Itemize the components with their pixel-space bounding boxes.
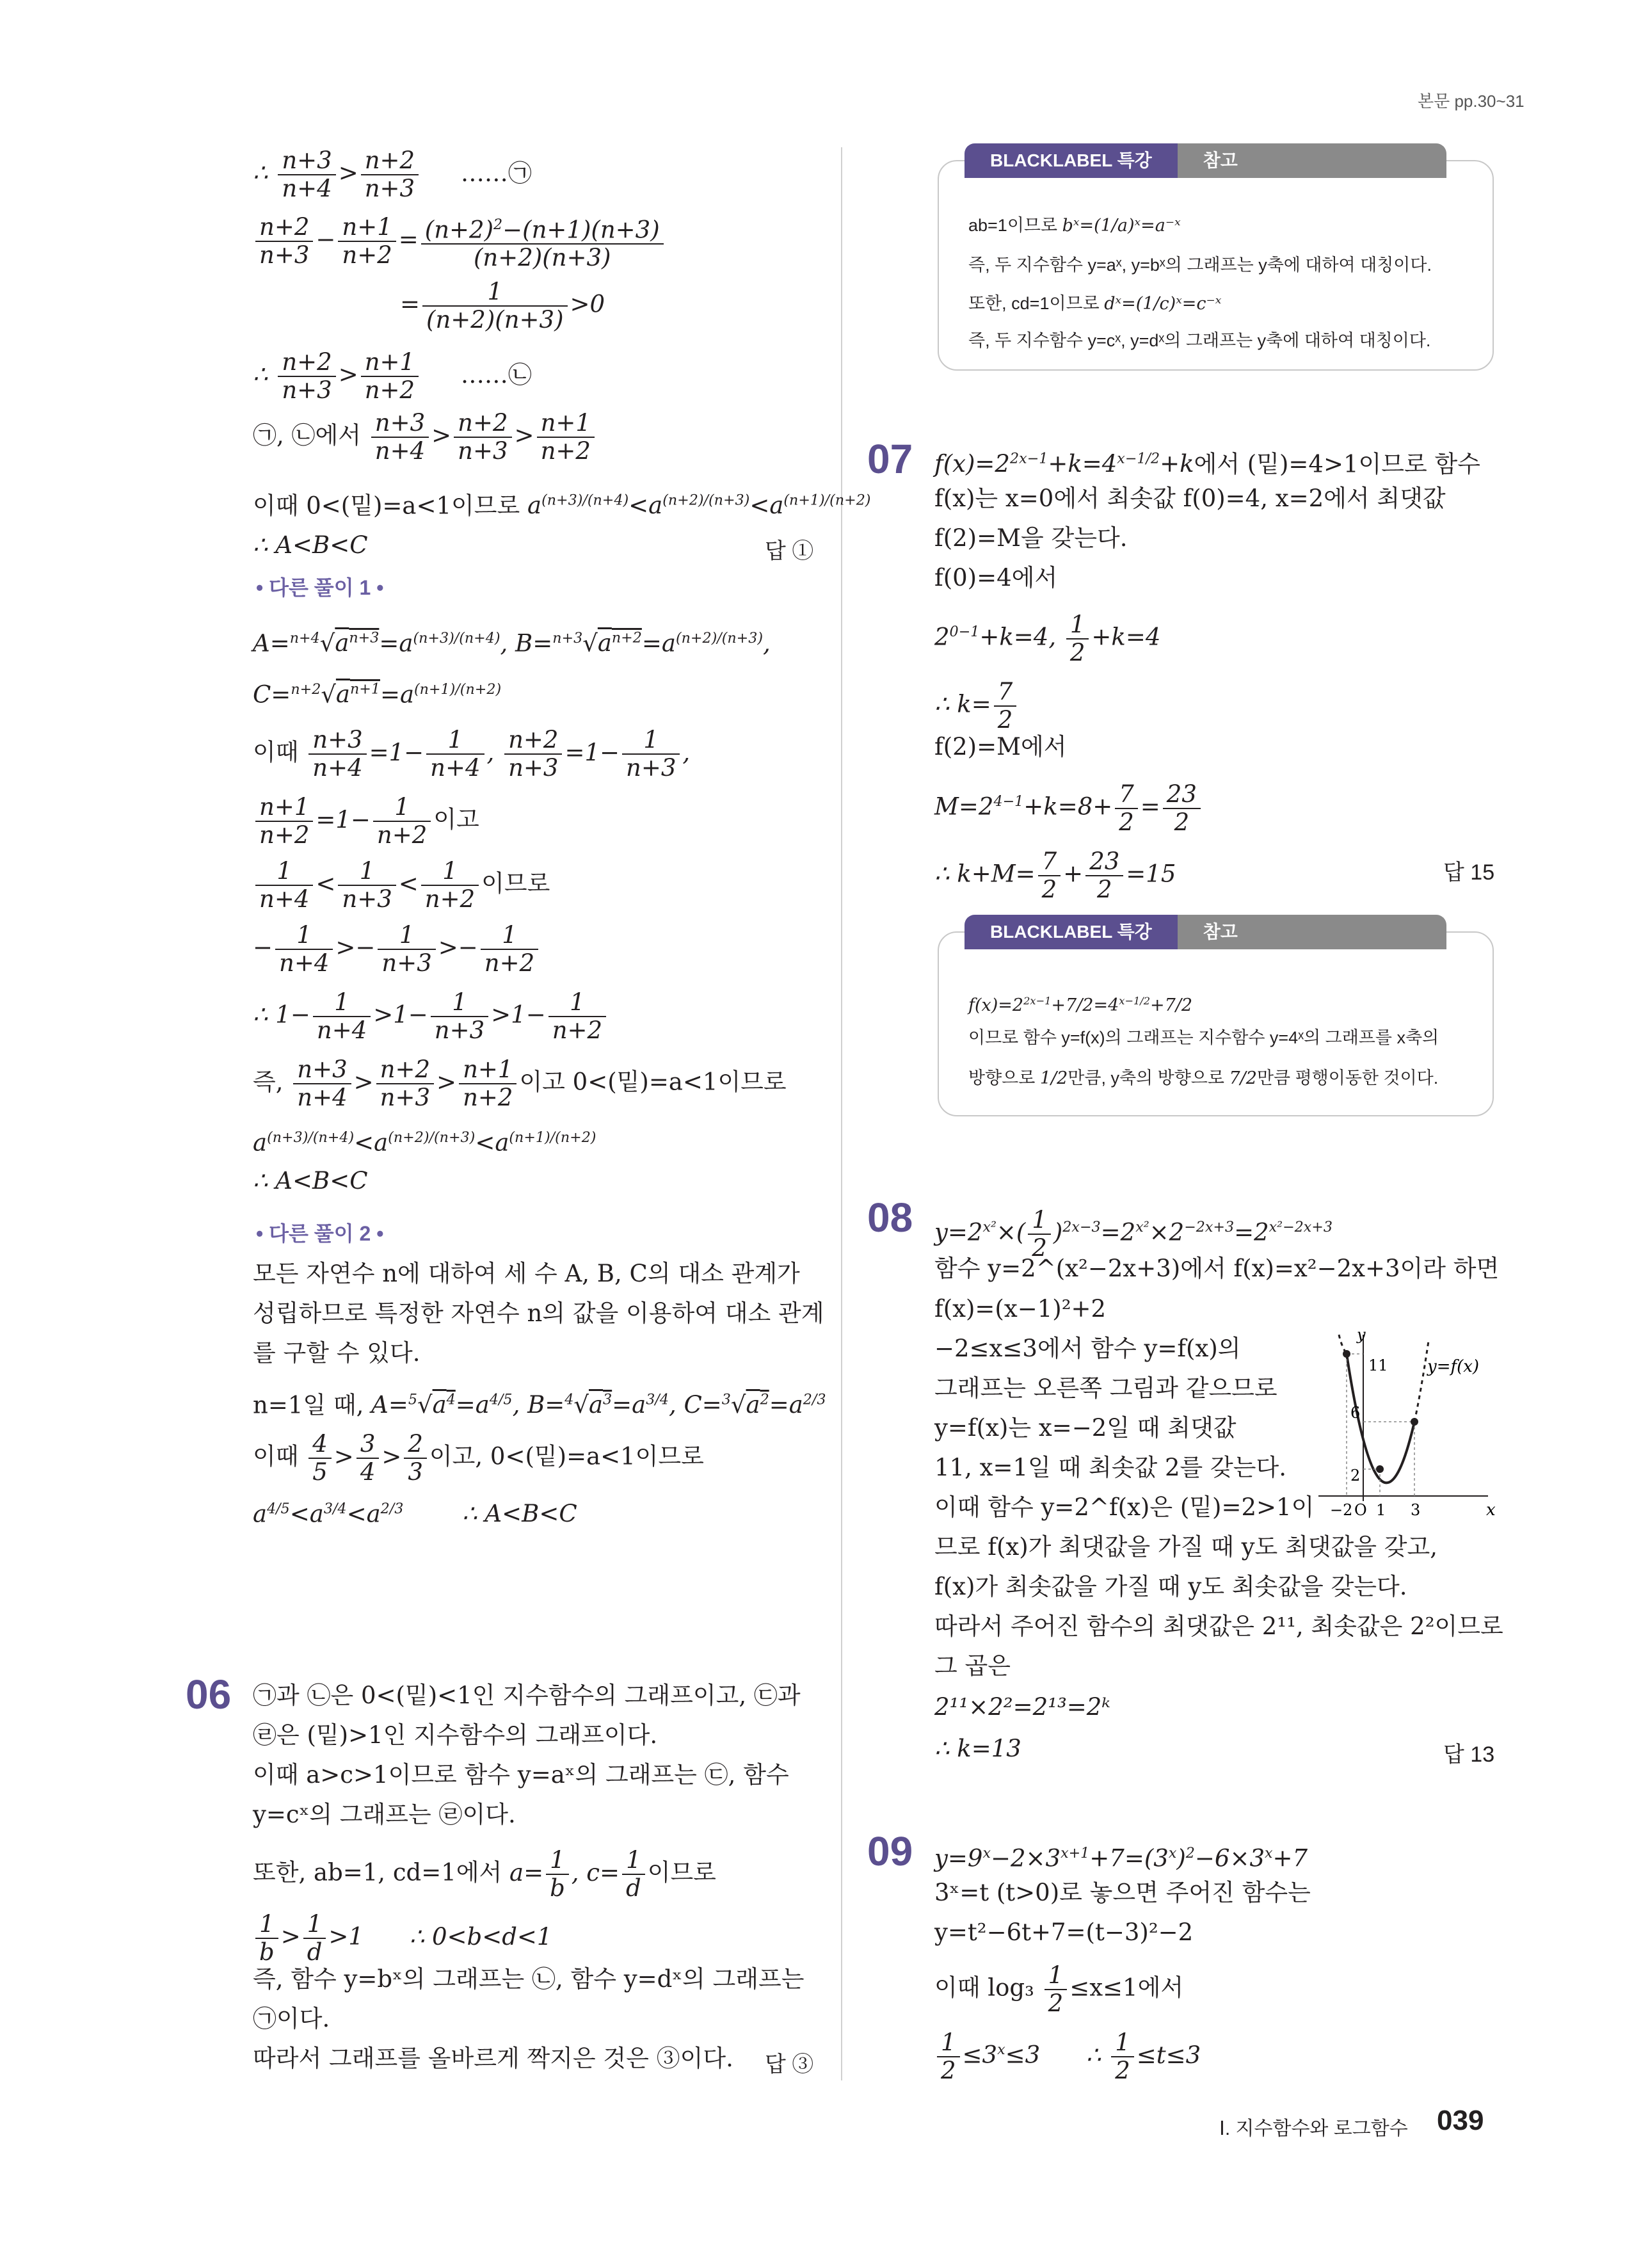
q07-line-5: $2^{0-1}+k=4$, $\frac{1}{2}$ +k=4 (934, 611, 1161, 666)
footer-section: Ⅰ. 지수함수와 로그함수 (1219, 2118, 1408, 2139)
blacklabel-box-2 (938, 922, 1494, 1116)
q08-line-11: 따라서 주어진 함수의 최댓값은 2¹¹, 최솟값은 2²이므로 (934, 1613, 1503, 1640)
q08-line-4: −2≤x≤3에서 함수 y=f(x)의 (934, 1335, 1241, 1362)
box1-tab-title: BLACKLABEL 특강 (965, 143, 1178, 178)
q08-line-5: 그래프는 오른쪽 그림과 같으므로 (934, 1374, 1277, 1402)
q07-line-4: f(0)=4에서 (934, 564, 1058, 591)
alt1-line-3: 이때 $\frac{n+3}{n+4}$ =1− $\frac{1}{n+4}$ , $\frac{n+2}{n+3}$ =1− $\frac{1}{n+3}$ , (253, 726, 691, 782)
q08-line-14: ∴ k=13 (934, 1735, 1021, 1762)
graph-point-min (1376, 1465, 1384, 1473)
graph-tick-11: 11 (1368, 1356, 1388, 1374)
page-number: 039 (1437, 2105, 1484, 2136)
box2-line-2: 이므로 함수 y=f(x)의 그래프는 지수함수 y=4ˣ의 그래프를 x축의 (968, 1028, 1439, 1047)
q08-line-13: 2¹¹×2²=2¹³=2ᵏ (934, 1693, 1110, 1721)
answer-08: 답 13 (1443, 1742, 1495, 1767)
q09-line-5: $\frac{1}{2}$ $\le 3^x\le 3$ ∴ $\frac{1}{2}$ ≤t≤3 (934, 2029, 1201, 2084)
q08-line-10: f(x)가 최솟값을 가질 때 y도 최솟값을 갖는다. (934, 1573, 1407, 1600)
q09-line-4: 이때 log₃ $\frac{1}{2}$ ≤x≤1에서 (934, 1961, 1184, 2017)
box1-tab (965, 143, 1446, 178)
q07-line-6: ∴ k= $\frac{7}{2}$ (934, 679, 1019, 734)
box1-line-1: ab=1이므로 bˣ=(1/a)ˣ=a⁻ˣ (968, 216, 1181, 236)
alt1-line-5: $\frac{1}{n+4}$ < $\frac{1}{n+3}$ < $\frac{1}{n+2}$ 이므로 (253, 858, 550, 913)
blacklabel-box-1 (938, 150, 1494, 371)
left-line-7: ∴ A<B<C (253, 531, 368, 559)
q06-line-7: 즉, 함수 y=bˣ의 그래프는 ㉡, 함수 y=dˣ의 그래프는 (253, 1965, 804, 1993)
left-line-1: ∴ $\frac{n+3}{n+4}$ > $\frac{n+2}{n+3}$ ……㉠ (253, 147, 532, 202)
q08-line-12: 그 곱은 (934, 1652, 1011, 1680)
q07-line-1: $f(x)=2^{2x-1}+k=4^{x-1/2}+k$에서 (밑)=4>1이므로 함수 (934, 450, 1480, 478)
alt1-line-7: ∴ 1− $\frac{1}{n+4}$ >1− $\frac{1}{n+3}$ >1− $\frac{1}{n+2}$ (253, 989, 609, 1044)
alt1-line-2: $C=^{n+2}√a^{n+1}=a^{(n+1)/(n+2)}$ (253, 680, 502, 709)
box2-tab (965, 915, 1446, 949)
graph-tick-1: 1 (1376, 1501, 1386, 1519)
q06-line-9: 따라서 그래프를 올바르게 짝지은 것은 ③이다. (253, 2045, 733, 2072)
q08-line-6: y=f(x)는 x=−2일 때 최댓값 (934, 1414, 1237, 1442)
q07-line-2: f(x)는 x=0에서 최솟값 f(0)=4, x=2에서 최댓값 (934, 485, 1446, 512)
problem-07-number: 07 (867, 436, 913, 482)
q06-line-4: y=cˣ의 그래프는 ㉣이다. (253, 1801, 516, 1828)
answer-05: 답 ① (765, 539, 814, 563)
box1-line-4: 즉, 두 지수함수 y=cˣ, y=dˣ의 그래프는 y축에 대하여 대칭이다. (968, 331, 1431, 350)
q06-line-8: ㉠이다. (253, 2005, 330, 2032)
q07-line-9: ∴ k+M= $\frac{7}{2}$ + $\frac{23}{2}$ =15 (934, 848, 1176, 903)
q09-line-1: $y=9^x-2\times 3^{x+1}+7=(3^x)^2-6\times 3^x+7$ (934, 1844, 1308, 1872)
alt1-line-9: $a^{(n+3)/(n+4)}<a^{(n+2)/(n+3)}<a^{(n+1)/(n+2)}$ (253, 1129, 596, 1157)
q08-line-8: 이때 함수 y=2^f(x)은 (밑)=2>1이 (934, 1493, 1315, 1521)
graph-tick-neg2: −2 (1330, 1501, 1353, 1519)
left-line-5: ㉠, ㉡에서 $\frac{n+3}{n+4}$ > $\frac{n+2}{n+3}$ > $\frac{n+1}{n+2}$ (253, 410, 597, 465)
alt2-line-4: n=1일 때, $A=^5√a^4=a^{4/5}$, $B=^4√a^3=a^{3/4}$, $C=^3√a^2=a^{2/3}$ (253, 1391, 826, 1419)
column-divider (841, 147, 842, 2080)
problem-06-number: 06 (186, 1671, 232, 1717)
answer-07: 답 15 (1443, 860, 1495, 885)
graph-tick-3: 3 (1411, 1501, 1421, 1519)
left-line-4: ∴ $\frac{n+2}{n+3}$ > $\frac{n+1}{n+2}$ ……㉡ (253, 348, 532, 404)
q06-line-3: 이때 a>c>1이므로 함수 y=aˣ의 그래프는 ㉢, 함수 (253, 1761, 789, 1789)
problem-09-number: 09 (867, 1828, 913, 1874)
problem-08-number: 08 (867, 1194, 913, 1241)
alt1-line-10: ∴ A<B<C (253, 1167, 368, 1194)
q06-line-1: ㉠과 ㉡은 0<(밑)<1인 지수함수의 그래프이고, ㉢과 (253, 1682, 801, 1709)
q07-line-8: $M=2^{4-1}+k=8+$ $\frac{7}{2}$ = $\frac{23}{2}$ (934, 781, 1203, 836)
box2-tab-title: BLACKLABEL 특강 (965, 915, 1178, 949)
graph-point-end (1411, 1418, 1418, 1426)
q08-line-9: 므로 f(x)가 최댓값을 가질 때 y도 최댓값을 갖고, (934, 1533, 1438, 1561)
parabola-graph (1318, 1328, 1498, 1527)
alt1-line-8: 즉, $\frac{n+3}{n+4}$ > $\frac{n+2}{n+3}$ > $\frac{n+1}{n+2}$ 이고 0<(밑)=a<1이므로 (253, 1056, 787, 1111)
box1-line-3: 또한, cd=1이므로 dˣ=(1/c)ˣ=c⁻ˣ (968, 294, 1222, 314)
q07-line-7: f(2)=M에서 (934, 733, 1067, 760)
left-line-6: 이때 0<(밑)=a<1이므로 $a^{(n+3)/(n+4)}<a^{(n+2)/(n+3)}<a^{(n+1)/(n+2)}$ (253, 492, 871, 520)
q08-line-1: $y=2^{x^2}\times$( $\frac{1}{2}$ )$^{2x-3}=2^{x^2}\times 2^{-2x+3}=2^{x^2-2x+3}$ (934, 1206, 1333, 1262)
graph-tick-O: O (1354, 1501, 1367, 1519)
q08-line-7: 11, x=1일 때 최솟값 2를 갖는다. (934, 1454, 1287, 1481)
alt1-line-4: $\frac{n+1}{n+2}$ =1− $\frac{1}{n+2}$ 이고 (253, 794, 479, 849)
box2-line-1: $f(x)=2^{2x-1}+7/2=4^{x-1/2}+7/2$ (968, 995, 1193, 1015)
alt-solution-2-title: • 다른 풀이 2 • (256, 1222, 384, 1245)
graph-point-max (1343, 1350, 1350, 1358)
graph-label-x: x (1486, 1500, 1496, 1520)
graph-tick-6: 6 (1350, 1404, 1361, 1422)
answer-06: 답 ③ (765, 2052, 814, 2077)
alt-solution-1-title: • 다른 풀이 1 • (256, 576, 384, 599)
q06-line-5: 또한, ab=1, cd=1에서 a= $\frac{1}{b}$ , c= $\frac{1}{d}$ 이므로 (253, 1846, 716, 1902)
box2-line-3: 방향으로 1/2만큼, y축의 방향으로 7/2만큼 평행이동한 것이다. (968, 1068, 1439, 1088)
q06-line-2: ㉣은 (밑)>1인 지수함수의 그래프이다. (253, 1721, 658, 1749)
q09-line-2: 3ˣ=t (t>0)로 놓으면 주어진 함수는 (934, 1879, 1311, 1906)
q07-line-3: f(2)=M을 갖는다. (934, 524, 1128, 552)
alt2-text-1: 모든 자연수 n에 대하여 세 수 A, B, C의 대소 관계가 (253, 1260, 800, 1287)
graph-tick-2: 2 (1350, 1467, 1361, 1484)
alt2-text-2: 성립하므로 특정한 자연수 n의 값을 이용하여 대소 관계 (253, 1299, 824, 1327)
q09-line-3: y=t²−6t+7=(t−3)²−2 (934, 1918, 1194, 1946)
left-line-3: = $\frac{1}{(n+2)(n+3)}$ >0 (400, 278, 605, 334)
q08-line-2: 함수 y=2^(x²−2x+3)에서 f(x)=x²−2x+3이라 하면 (934, 1255, 1500, 1282)
q06-line-6: $\frac{1}{b}$ > $\frac{1}{d}$ >1 ∴ 0<b<d<1 (253, 1911, 552, 1966)
left-line-2: $\frac{n+2}{n+3}$ − $\frac{n+1}{n+2}$ = $\frac{(n+2)^2-(n+1)(n+3)}{(n+2)(n+3)}$ (253, 211, 666, 271)
alt1-line-1: $A=^{n+4}√a^{n+3}=a^{(n+3)/(n+4)}$, $B=^{n+3}√a^{n+2}=a^{(n+2)/(n+3)}$, (253, 629, 771, 657)
alt1-line-6: − $\frac{1}{n+4}$ >− $\frac{1}{n+3}$ >− $\frac{1}{n+2}$ (253, 922, 541, 977)
alt2-line-6: $a^{4/5}<a^{3/4}<a^{2/3}$ ∴ A<B<C (253, 1500, 577, 1528)
box2-tab-ref: 참고 (1178, 915, 1446, 949)
q08-line-3: f(x)=(x−1)²+2 (934, 1295, 1107, 1323)
box1-tab-ref: 참고 (1178, 143, 1446, 178)
box1-line-2: 즉, 두 지수함수 y=aˣ, y=bˣ의 그래프는 y축에 대하여 대칭이다. (968, 255, 1432, 275)
page-ref: 본문 pp.30~31 (1418, 92, 1525, 111)
graph-label-func: y=f(x) (1427, 1357, 1480, 1376)
alt2-line-5: 이때 $\frac{4}{5}$ > $\frac{3}{4}$ > $\frac{2}{3}$ 이고, 0<(밑)=a<1이므로 (253, 1430, 704, 1486)
graph-label-y: y (1357, 1328, 1366, 1344)
alt2-text-3: 를 구할 수 있다. (253, 1339, 420, 1367)
